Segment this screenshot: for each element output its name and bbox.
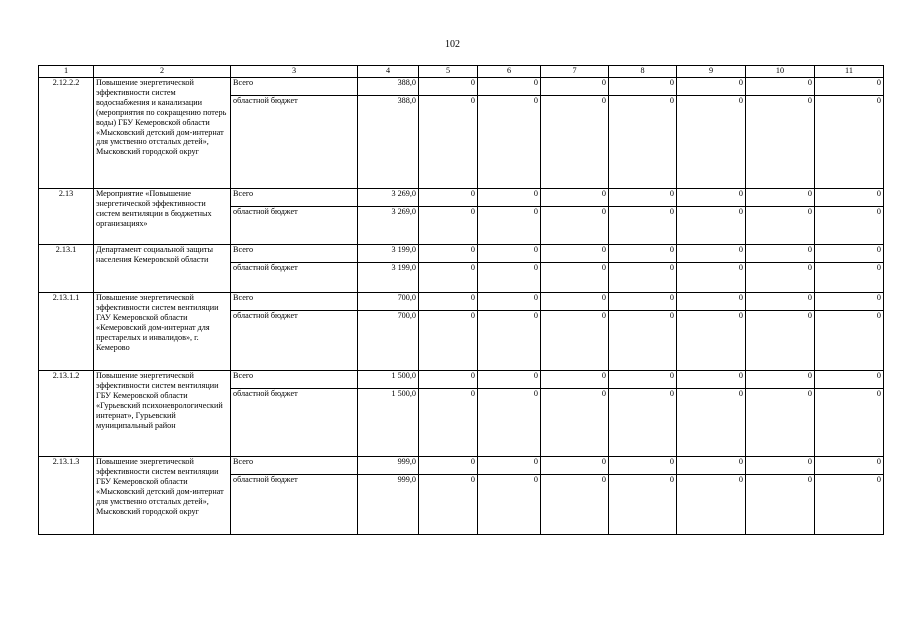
cell-value: 0 <box>746 263 815 293</box>
cell-value: 0 <box>478 96 541 189</box>
cell-value: 0 <box>677 263 746 293</box>
funding-source: Всего <box>231 371 358 389</box>
row-code: 2.13.1.1 <box>39 293 94 371</box>
cell-value: 0 <box>677 207 746 245</box>
budget-table <box>38 65 884 535</box>
cell-value: 0 <box>419 457 478 475</box>
row-description: Мероприятие «Повышение энергетической эффективности систем вентиляции в бюджетных организациях» <box>94 189 231 245</box>
cell-value: 3 199,0 <box>358 245 419 263</box>
column-header: 11 <box>815 66 884 78</box>
funding-source: Всего <box>231 245 358 263</box>
table-row <box>39 245 884 263</box>
cell-value: 388,0 <box>358 78 419 96</box>
cell-value: 0 <box>478 475 541 535</box>
cell-value: 0 <box>478 311 541 371</box>
table-row <box>39 457 884 475</box>
cell-value: 0 <box>478 293 541 311</box>
cell-value: 0 <box>419 311 478 371</box>
cell-value: 0 <box>419 189 478 207</box>
cell-value: 0 <box>541 96 609 189</box>
cell-value: 0 <box>419 475 478 535</box>
column-header: 9 <box>677 66 746 78</box>
cell-value: 0 <box>677 389 746 457</box>
cell-value: 0 <box>609 389 677 457</box>
cell-value: 0 <box>419 389 478 457</box>
cell-value: 0 <box>815 207 884 245</box>
cell-value: 1 500,0 <box>358 371 419 389</box>
cell-value: 0 <box>746 389 815 457</box>
cell-value: 0 <box>677 457 746 475</box>
cell-value: 0 <box>677 475 746 535</box>
cell-value: 0 <box>746 457 815 475</box>
row-description: Повышение энергетической эффективности систем вентиляции ГБУ Кемеровской области «Гурьевский психоневрологический интернат», Гурьевский муниципальный район <box>94 371 231 457</box>
cell-value: 3 269,0 <box>358 207 419 245</box>
cell-value: 0 <box>478 189 541 207</box>
cell-value: 0 <box>541 207 609 245</box>
cell-value: 0 <box>609 96 677 189</box>
cell-value: 0 <box>541 371 609 389</box>
cell-value: 0 <box>478 207 541 245</box>
row-code: 2.12.2.2 <box>39 78 94 189</box>
cell-value: 0 <box>419 96 478 189</box>
funding-source: Всего <box>231 457 358 475</box>
cell-value: 0 <box>478 245 541 263</box>
cell-value: 0 <box>419 293 478 311</box>
cell-value: 0 <box>609 245 677 263</box>
column-header: 6 <box>478 66 541 78</box>
cell-value: 0 <box>677 311 746 371</box>
column-header: 2 <box>94 66 231 78</box>
cell-value: 0 <box>746 245 815 263</box>
table-row <box>39 78 884 96</box>
cell-value: 0 <box>478 371 541 389</box>
cell-value: 0 <box>746 189 815 207</box>
cell-value: 0 <box>677 96 746 189</box>
column-header: 1 <box>39 66 94 78</box>
cell-value: 0 <box>815 78 884 96</box>
cell-value: 700,0 <box>358 293 419 311</box>
table-row <box>39 189 884 207</box>
cell-value: 0 <box>677 78 746 96</box>
cell-value: 0 <box>541 475 609 535</box>
funding-source: Всего <box>231 189 358 207</box>
cell-value: 0 <box>746 371 815 389</box>
cell-value: 1 500,0 <box>358 389 419 457</box>
cell-value: 0 <box>419 263 478 293</box>
cell-value: 0 <box>609 475 677 535</box>
cell-value: 0 <box>541 189 609 207</box>
cell-value: 0 <box>815 475 884 535</box>
cell-value: 700,0 <box>358 311 419 371</box>
cell-value: 0 <box>815 293 884 311</box>
cell-value: 0 <box>815 245 884 263</box>
funding-source: областной бюджет <box>231 389 358 457</box>
column-header: 4 <box>358 66 419 78</box>
cell-value: 0 <box>815 311 884 371</box>
column-header: 8 <box>609 66 677 78</box>
cell-value: 0 <box>609 207 677 245</box>
cell-value: 0 <box>541 245 609 263</box>
funding-source: областной бюджет <box>231 96 358 189</box>
cell-value: 0 <box>609 457 677 475</box>
cell-value: 0 <box>609 263 677 293</box>
cell-value: 0 <box>478 263 541 293</box>
funding-source: областной бюджет <box>231 475 358 535</box>
cell-value: 0 <box>541 263 609 293</box>
column-header: 7 <box>541 66 609 78</box>
cell-value: 0 <box>677 371 746 389</box>
column-header: 3 <box>231 66 358 78</box>
column-header: 10 <box>746 66 815 78</box>
cell-value: 0 <box>541 457 609 475</box>
cell-value: 0 <box>746 293 815 311</box>
cell-value: 3 199,0 <box>358 263 419 293</box>
header-row <box>39 66 884 78</box>
cell-value: 0 <box>419 371 478 389</box>
cell-value: 0 <box>609 293 677 311</box>
table-row <box>39 293 884 311</box>
cell-value: 388,0 <box>358 96 419 189</box>
cell-value: 3 269,0 <box>358 189 419 207</box>
cell-value: 0 <box>478 457 541 475</box>
cell-value: 0 <box>746 78 815 96</box>
cell-value: 0 <box>746 96 815 189</box>
cell-value: 0 <box>815 189 884 207</box>
row-description: Повышение энергетической эффективности систем вентиляции ГАУ Кемеровской области «Кемеровский дом-интернат для престарелых и инвалидов», г. Кемерово <box>94 293 231 371</box>
cell-value: 0 <box>746 311 815 371</box>
cell-value: 0 <box>419 245 478 263</box>
cell-value: 0 <box>677 293 746 311</box>
cell-value: 0 <box>746 207 815 245</box>
cell-value: 999,0 <box>358 457 419 475</box>
row-code: 2.13.1 <box>39 245 94 293</box>
cell-value: 0 <box>609 78 677 96</box>
table-row <box>39 371 884 389</box>
row-description: Повышение энергетической эффективности систем вентиляции ГБУ Кемеровской области «Мысковский детский дом-интернат для умственно отсталых детей», Мысковский городской округ <box>94 457 231 535</box>
cell-value: 0 <box>609 371 677 389</box>
funding-source: Всего <box>231 78 358 96</box>
cell-value: 0 <box>478 389 541 457</box>
cell-value: 0 <box>541 293 609 311</box>
funding-source: областной бюджет <box>231 311 358 371</box>
cell-value: 0 <box>609 189 677 207</box>
cell-value: 0 <box>815 457 884 475</box>
cell-value: 0 <box>815 263 884 293</box>
cell-value: 0 <box>677 189 746 207</box>
cell-value: 999,0 <box>358 475 419 535</box>
funding-source: Всего <box>231 293 358 311</box>
cell-value: 0 <box>677 245 746 263</box>
funding-source: областной бюджет <box>231 263 358 293</box>
cell-value: 0 <box>419 207 478 245</box>
cell-value: 0 <box>478 78 541 96</box>
column-header: 5 <box>419 66 478 78</box>
row-code: 2.13.1.2 <box>39 371 94 457</box>
cell-value: 0 <box>815 389 884 457</box>
cell-value: 0 <box>609 311 677 371</box>
row-description: Повышение энергетической эффективности систем водоснабжения и канализации (мероприятия по сокращению потерь воды) ГБУ Кемеровской области «Мысковский детский дом-интернат для умственно отсталых детей», Мысковский городской округ <box>94 78 231 189</box>
row-description: Департамент социальной защиты населения Кемеровской области <box>94 245 231 293</box>
funding-source: областной бюджет <box>231 207 358 245</box>
row-code: 2.13.1.3 <box>39 457 94 535</box>
cell-value: 0 <box>746 475 815 535</box>
cell-value: 0 <box>419 78 478 96</box>
cell-value: 0 <box>541 78 609 96</box>
row-code: 2.13 <box>39 189 94 245</box>
cell-value: 0 <box>815 371 884 389</box>
cell-value: 0 <box>541 389 609 457</box>
page-number: 102 <box>445 39 460 50</box>
cell-value: 0 <box>815 96 884 189</box>
cell-value: 0 <box>541 311 609 371</box>
